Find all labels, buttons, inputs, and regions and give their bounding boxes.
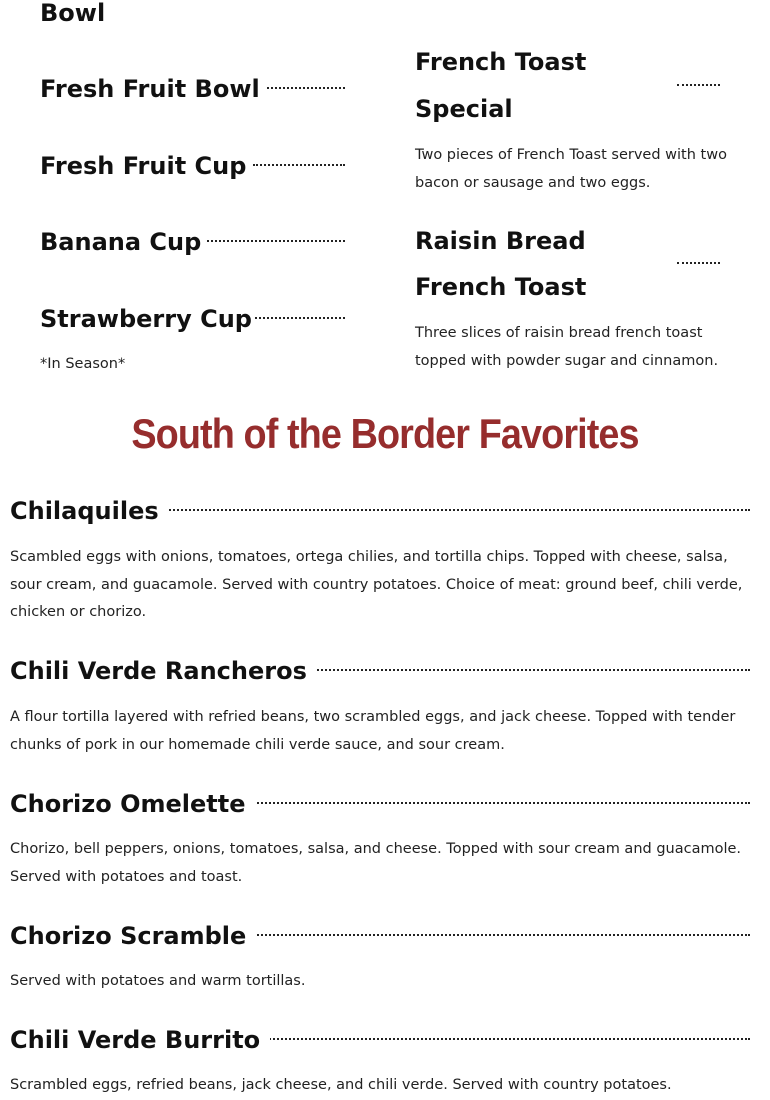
menu-item-description-chili-verde-rancheros: A flour tortilla layered with refried beans, two scrambled eggs, and jack cheese. Topped with tender chunks of pork in our homemade chili verde sauce, and sour cream. bbox=[10, 709, 736, 753]
leader-dots bbox=[207, 240, 345, 242]
menu-item-title-french-toast-special-line2: Special bbox=[415, 95, 513, 123]
leader-dots bbox=[253, 164, 345, 166]
menu-item-description-chorizo-omelette: Chorizo, bell peppers, onions, tomatoes, salsa, and cheese. Topped with sour cream and guacamole. Served with potatoes and toast. bbox=[10, 841, 742, 885]
menu-item-title-chorizo-scramble: Chorizo Scramble bbox=[10, 916, 256, 956]
menu-item-title-fresh-fruit-bowl: Fresh Fruit Bowl bbox=[40, 75, 260, 103]
menu-item-title-banana-cup: Banana Cup bbox=[40, 228, 202, 256]
leader-dots bbox=[677, 84, 720, 86]
menu-item-description-chilaquiles: Scambled eggs with onions, tomatoes, ortega chilies, and tortilla chips. Topped with cheese, salsa, sour cream, and guacamole. Served with country potatoes. Choice of meat: ground beef, chili verde, chicken or chorizo. bbox=[10, 549, 743, 621]
menu-item-description-chorizo-scramble: Served with potatoes and warm tortillas. bbox=[10, 973, 306, 989]
section-title: South of the Border Favorites bbox=[131, 410, 639, 457]
menu-item-title-chorizo-omelette: Chorizo Omelette bbox=[10, 784, 255, 824]
season-note: *In Season* bbox=[40, 356, 126, 372]
leader-dots bbox=[267, 87, 345, 89]
menu-item-description-raisin-bread: Three slices of raisin bread french toast topped with powder sugar and cinnamon. bbox=[415, 325, 719, 369]
menu-item-title-chili-verde-burrito: Chili Verde Burrito bbox=[10, 1020, 270, 1060]
cut-off-item-title: Bowl bbox=[40, 0, 106, 27]
menu-item-title-raisin-bread-line1: Raisin Bread bbox=[415, 227, 586, 255]
menu-item-description-french-toast-special: Two pieces of French Toast served with two bacon or sausage and two eggs. bbox=[415, 147, 727, 191]
menu-item-title-fresh-fruit-cup: Fresh Fruit Cup bbox=[40, 152, 247, 180]
menu-item-title-french-toast-special-line1: French Toast bbox=[415, 48, 587, 76]
menu-item-title-strawberry-cup: Strawberry Cup bbox=[40, 305, 252, 333]
menu-item-title-raisin-bread-line2: French Toast bbox=[415, 273, 587, 301]
menu-item-title-chili-verde-rancheros: Chili Verde Rancheros bbox=[10, 651, 317, 691]
leader-dots bbox=[677, 262, 720, 264]
leader-dots bbox=[255, 317, 345, 319]
menu-item-title-chilaquiles: Chilaquiles bbox=[10, 491, 169, 531]
menu-item-description-chili-verde-burrito: Scrambled eggs, refried beans, jack cheese, and chili verde. Served with country potatoes. bbox=[10, 1077, 672, 1093]
